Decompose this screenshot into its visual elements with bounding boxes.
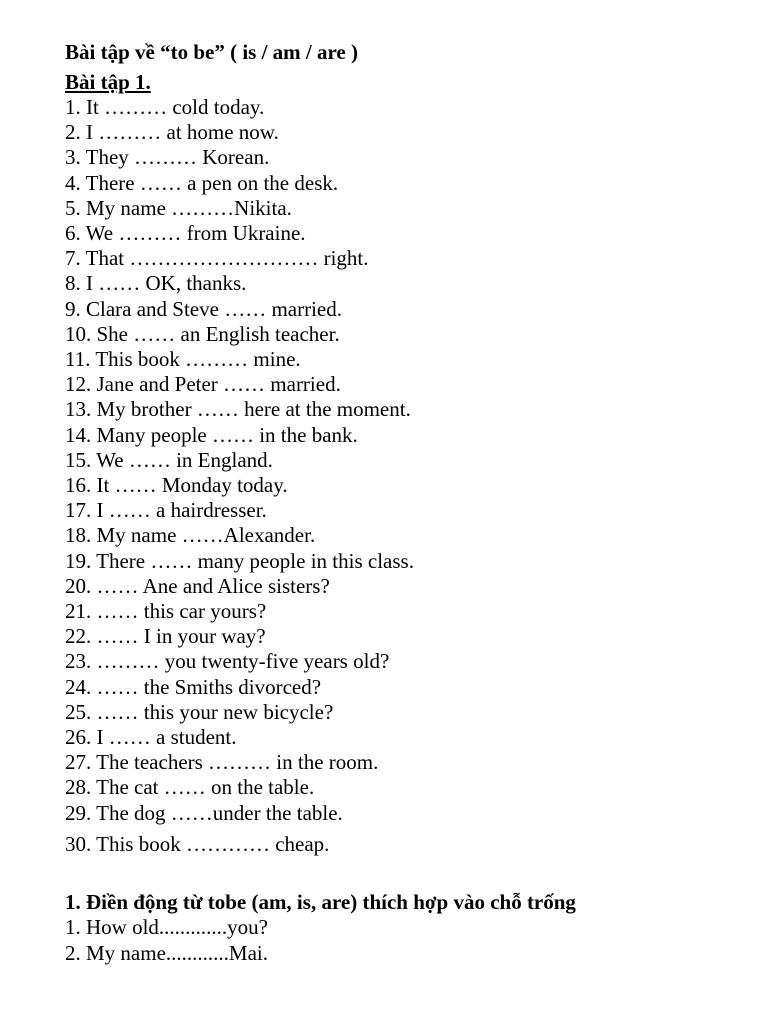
exercise-item: 8. I …… OK, thanks. (65, 271, 247, 296)
exercise-item: 10. She …… an English teacher. (65, 321, 340, 346)
exercise-item: 27. The teachers ……… in the room. (65, 750, 379, 775)
exercise-item: 4. There …… a pen on the desk. (65, 170, 339, 195)
exercise-item: 17. I …… a hairdresser. (65, 498, 267, 523)
exercise-item: 18. My name ……Alexander. (65, 523, 316, 548)
exercise-item: 14. Many people …… in the bank. (65, 422, 358, 447)
exercise-item: 19. There …… many people in this class. (65, 548, 414, 573)
exercise-item: 26. I …… a student. (65, 725, 237, 750)
document-page (65, 38, 745, 966)
exercise-item: 12. Jane and Peter …… married. (65, 372, 341, 397)
document-title: Bài tập về “to be” ( is / am / are ) (65, 40, 358, 64)
exercise-item: 30. This book ………… cheap. (65, 831, 330, 856)
exercise-item: 22. …… I in your way? (65, 624, 266, 649)
exercise-item: 21. …… this car yours? (65, 599, 267, 624)
exercise-item: 28. The cat …… on the table. (65, 775, 315, 800)
exercise-item: 15. We …… in England. (65, 447, 273, 472)
exercise-item: 2. I ……… at home now. (65, 120, 279, 145)
exercise-item: 13. My brother …… here at the moment. (65, 397, 411, 422)
exercise-item: 16. It …… Monday today. (65, 473, 288, 498)
exercise-item: 20. …… Ane and Alice sisters? (65, 573, 330, 598)
exercise-item: 5. My name ………Nikita. (65, 195, 292, 220)
exercise2-item: 2. My name............Mai. (65, 940, 268, 965)
exercise2-item: 1. How old.............you? (65, 915, 268, 940)
exercise-item: 9. Clara and Steve …… married. (65, 296, 342, 321)
exercise-item: 24. …… the Smiths divorced? (65, 674, 322, 699)
exercise1-heading: Bài tập 1. (65, 70, 151, 94)
exercise-item: 6. We ……… from Ukraine. (65, 221, 306, 246)
exercise-item: 25. …… this your new bicycle? (65, 699, 334, 724)
exercise-item: 11. This book ……… mine. (65, 347, 301, 372)
exercise2-heading: 1. Điền động từ tobe (am, is, are) thích hợp vào chỗ trống (65, 890, 576, 915)
exercise-item: 1. It ……… cold today. (65, 95, 265, 119)
exercise-item: 23. ……… you twenty-five years old? (65, 649, 390, 674)
exercise-item: 3. They ……… Korean. (65, 145, 270, 170)
exercise1-list (65, 95, 745, 857)
exercise-item: 7. That ……………………… right. (65, 246, 369, 271)
exercise-item: 29. The dog ……under the table. (65, 800, 343, 825)
